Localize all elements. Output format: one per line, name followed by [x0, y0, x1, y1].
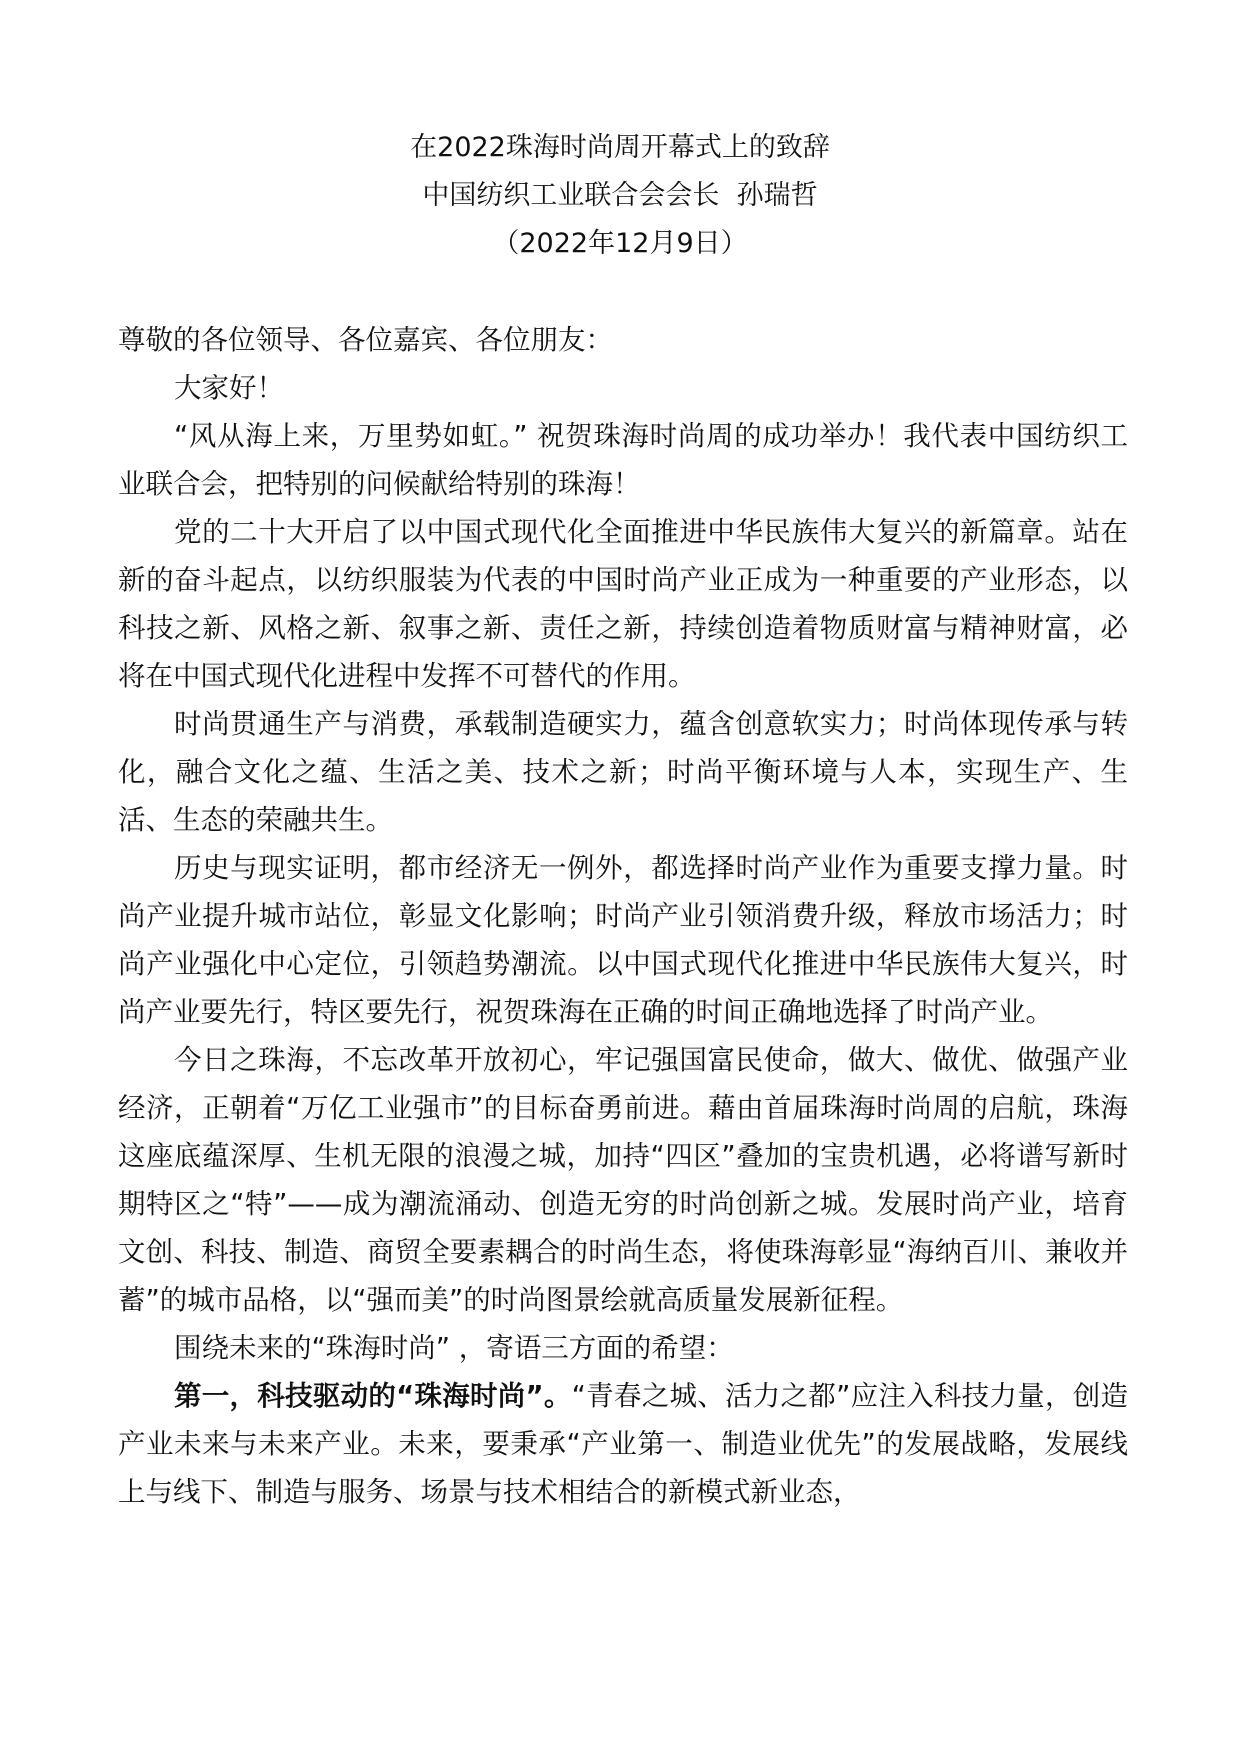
paragraph-congratulation: “风从海上来，万里势如虹。” 祝贺珠海时尚周的成功举办！我代表中国纺织工业联合会，把特别的问候献给特别的珠海！	[118, 420, 1128, 500]
first-hope-heading: 第一，科技驱动的“珠海时尚”。	[174, 1380, 572, 1412]
paragraph-fashion-role: 时尚贯通生产与消费，承载制造硬实力，蕴含创意软实力；时尚体现传承与转化，融合文化之蕴、生活之美、技术之新；时尚平衡环境与人本，实现生产、生活、生态的荣融共生。	[118, 708, 1128, 836]
paragraph-greeting: 大家好！	[174, 372, 284, 404]
first-hope-text: “青春之城、活力之都”应注入科技力量，创造产业未来与未来产业。未来，要秉承“产业第一、制造业优先”的发展战略，发展线上与线下、制造与服务、场景与技术相结合的新模式新业态，	[118, 1380, 1128, 1508]
paragraph-history: 历史与现实证明，都市经济无一例外，都选择时尚产业作为重要支撑力量。时尚产业提升城市站位，彰显文化影响；时尚产业引领消费升级，释放市场活力；时尚产业强化中心定位，引领趋势潮流。以中国式现代化推进中华民族伟大复兴，时尚产业要先行，特区要先行，祝贺珠海在正确的时间正确地选择了时尚产业。	[118, 852, 1128, 1028]
paragraph-new-chapter: 党的二十大开启了以中国式现代化全面推进中华民族伟大复兴的新篇章。站在新的奋斗起点，以纺织服装为代表的中国时尚产业正成为一种重要的产业形态，以科技之新、风格之新、叙事之新、责任之新，持续创造着物质财富与精神财富，必将在中国式现代化进程中发挥不可替代的作用。	[118, 516, 1128, 692]
speech-body	[118, 316, 1128, 1516]
paragraph-first-hope	[118, 1372, 1128, 1516]
document-title: 在2022珠海时尚周开幕式上的致辞	[410, 132, 830, 163]
paragraph-zhuhai-today: 今日之珠海，不忘改革开放初心，牢记强国富民使命，做大、做优、做强产业经济，正朝着“万亿工业强市”的目标奋勇前进。藉由首届珠海时尚周的启航，珠海这座底蕴深厚、生机无限的浪漫之城，加持“四区”叠加的宝贵机遇，必将谱写新时期特区之“特”——成为潮流涌动、创造无穷的时尚创新之城。发展时尚产业，培育文创、科技、制造、商贸全要素耦合的时尚生态，将使珠海彰显“海纳百川、兼收并蓄”的城市品格，以“强而美”的时尚图景绘就高质量发展新征程。	[118, 1044, 1128, 1316]
speaker-line: 中国纺织工业联合会会长 孙瑞哲	[422, 180, 818, 211]
speech-date: （2022年12月9日）	[492, 228, 748, 259]
document-header	[0, 124, 1240, 268]
salutation: 尊敬的各位领导、各位嘉宾、各位朋友：	[118, 324, 613, 356]
paragraph-hopes-intro: 围绕未来的“珠海时尚” ，寄语三方面的希望：	[174, 1332, 734, 1364]
